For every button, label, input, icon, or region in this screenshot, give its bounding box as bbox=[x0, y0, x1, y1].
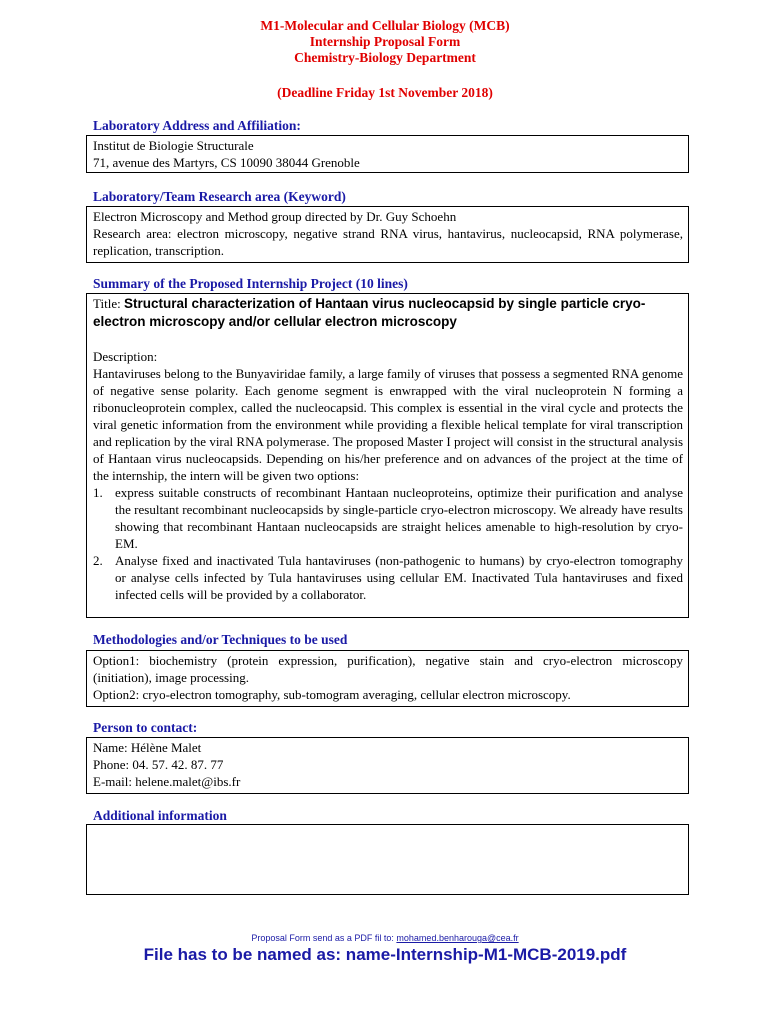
deadline: (Deadline Friday 1st November 2018) bbox=[277, 85, 493, 100]
additional-box bbox=[86, 824, 689, 895]
summary-box bbox=[86, 293, 689, 618]
option-item bbox=[93, 484, 683, 552]
lab-address-line: 71, avenue des Martyrs, CS 10090 38044 Grenoble bbox=[93, 155, 360, 170]
option-item bbox=[93, 552, 683, 603]
method-option-2: Option2: cryo-electron tomography, sub-tomogram averaging, cellular electron microscopy. bbox=[93, 687, 571, 702]
lab-address-line: Institut de Biologie Structurale bbox=[93, 138, 254, 153]
lab-address-box bbox=[86, 135, 689, 173]
lab-address-title: Laboratory Address and Affiliation: bbox=[93, 118, 301, 133]
header-title-3: Chemistry-Biology Department bbox=[294, 50, 476, 65]
project-title bbox=[93, 295, 683, 331]
summary-title: Summary of the Proposed Internship Project (10 lines) bbox=[93, 276, 408, 291]
contact-title: Person to contact: bbox=[93, 720, 198, 735]
option-text: Analyse fixed and inactivated Tula hantaviruses (non-pathogenic to humans) by cryo-electron tomography or analyse cells infected by Tula hantaviruses using cellular EM. Inactivated Tula hantaviruses and fixed infected cells will be provided by a collaborator. bbox=[115, 553, 683, 602]
research-keywords: Research area: electron microscopy, negative strand RNA virus, hantavirus, nucleocapsid, RNA polymerase, replication, transcription. bbox=[93, 226, 683, 258]
footer-filename-note: File has to be named as: name-Internship-M1-MCB-2019.pdf bbox=[143, 945, 627, 964]
research-area-title: Laboratory/Team Research area (Keyword) bbox=[93, 189, 346, 204]
header-title-1: M1-Molecular and Cellular Biology (MCB) bbox=[260, 18, 510, 33]
option-number: 1. bbox=[93, 485, 103, 500]
contact-name: Name: Hélène Malet bbox=[93, 740, 202, 755]
description-text: Hantaviruses belong to the Bunyaviridae family, a large family of viruses that possess a segmented RNA genome of negative sense polarity. Each genome segment is enwrapped with the viral nucleoprotein N forming a ribonucleoprotein complex, called the nucleocapsid. This complex is essential in the viral cycle and protects the viral genetic information from the environment while providing a flexible helical template for viral transcription and replication by the viral RNA polymerase. The proposed Master I project will consist in the structural analysis of Hantaan virus nucleocapsids. Depending on his/her preference and on advances of the project at the time of the internship, the intern will be given two options: bbox=[93, 366, 683, 483]
additional-title: Additional information bbox=[93, 808, 227, 823]
contact-box bbox=[86, 737, 689, 794]
methods-box bbox=[86, 650, 689, 707]
title-label: Title: bbox=[93, 296, 124, 311]
option-text: express suitable constructs of recombinant Hantaan nucleoproteins, optimize their purification and analyse the resultant recombinant nucleocapsids by single-particle cryo-electron microscopy. We already have results showing that recombinant Hantaan nucleocapsids are straight helices amenable to high-resolution by cryo-EM. bbox=[115, 485, 683, 551]
description-label: Description: bbox=[93, 349, 158, 364]
contact-email: E-mail: helene.malet@ibs.fr bbox=[93, 774, 241, 789]
header-title-2: Internship Proposal Form bbox=[309, 34, 461, 49]
footer-send-note bbox=[0, 933, 770, 943]
method-option-1: Option1: biochemistry (protein expression, purification), negative stain and cryo-electron microscopy (initiation), image processing. bbox=[93, 653, 683, 685]
methods-title: Methodologies and/or Techniques to be used bbox=[93, 632, 348, 647]
research-area-box bbox=[86, 206, 689, 263]
project-title-text: Structural characterization of Hantaan virus nucleocapsid by single particle cryo-electron microscopy and/or cellular electron microscopy bbox=[93, 296, 646, 329]
footer-send-text: Proposal Form send as a PDF fil to: bbox=[251, 933, 397, 943]
research-group: Electron Microscopy and Method group directed by Dr. Guy Schoehn bbox=[93, 209, 457, 224]
contact-phone: Phone: 04. 57. 42. 87. 77 bbox=[93, 757, 224, 772]
footer-email-link[interactable]: mohamed.benharouga@cea.fr bbox=[396, 933, 519, 943]
option-number: 2. bbox=[93, 553, 103, 568]
